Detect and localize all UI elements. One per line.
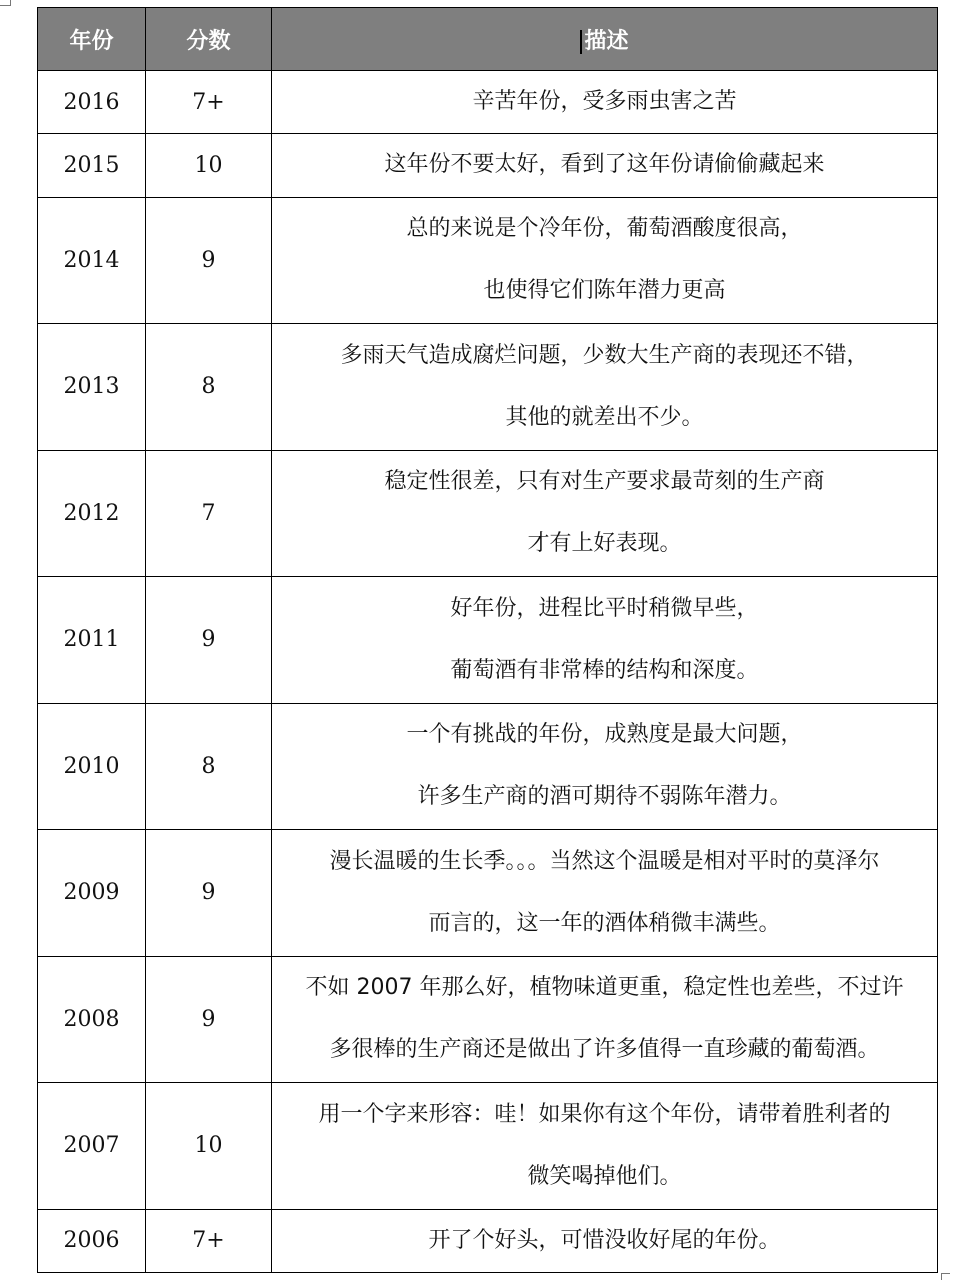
year-cell: 2010 (38, 703, 146, 830)
score-cell: 7+ (146, 1209, 272, 1272)
page-corner-mark-bottom (941, 1273, 950, 1280)
desc-line: 许多生产商的酒可期待不弱陈年潜力。 (417, 784, 792, 810)
year-cell: 2007 (38, 1083, 146, 1210)
desc-line: 辛苦年份，受多雨虫害之苦 (472, 89, 737, 115)
desc-line: 这年份不要太好，看到了这年份请偷偷藏起来 (384, 152, 825, 178)
table-row (38, 956, 938, 1083)
desc-line: 一个有挑战的年份，成熟度是最大问题， (406, 722, 803, 748)
score-cell: 8 (146, 324, 272, 451)
desc-cell (272, 1083, 938, 1210)
desc-line: 葡萄酒有非常棒的结构和深度。 (450, 657, 759, 683)
desc-line: 多雨天气造成腐烂问题，少数大生产商的表现还不错， (340, 342, 869, 368)
score-cell: 9 (146, 956, 272, 1083)
desc-line: 稳定性很差，只有对生产要求最苛刻的生产商 (384, 469, 825, 495)
header-year: 年份 (38, 8, 146, 71)
table-row (38, 450, 938, 577)
year-cell: 2014 (38, 197, 146, 324)
desc-cell (272, 703, 938, 830)
desc-line: 好年份，进程比平时稍微早些， (450, 595, 759, 621)
year-cell: 2009 (38, 830, 146, 957)
page-corner-mark (0, 0, 11, 6)
year-cell: 2013 (38, 324, 146, 451)
table-row (38, 703, 938, 830)
table-row (38, 830, 938, 957)
table-row (38, 71, 938, 134)
desc-line: 多很棒的生产商还是做出了许多值得一直珍藏的葡萄酒。 (329, 1037, 880, 1063)
desc-line: 开了个好头，可惜没收好尾的年份。 (428, 1227, 781, 1253)
score-cell: 9 (146, 577, 272, 704)
desc-line: 而言的，这一年的酒体稍微丰满些。 (428, 910, 781, 936)
desc-cell (272, 71, 938, 134)
score-cell: 9 (146, 197, 272, 324)
desc-cell (272, 134, 938, 197)
table-row (38, 577, 938, 704)
desc-line: 也使得它们陈年潜力更高 (483, 278, 726, 304)
header-row (38, 8, 938, 71)
score-cell: 7+ (146, 71, 272, 134)
table-row (38, 134, 938, 197)
table-row (38, 197, 938, 324)
year-cell: 2008 (38, 956, 146, 1083)
desc-cell (272, 577, 938, 704)
year-cell: 2011 (38, 577, 146, 704)
desc-line: 不如 2007 年那么好，植物味道更重，稳定性也差些，不过许 (305, 975, 904, 1001)
desc-cell (272, 450, 938, 577)
desc-line: 微笑喝掉他们。 (527, 1163, 682, 1189)
score-cell: 10 (146, 134, 272, 197)
desc-line: 其他的就差出不少。 (505, 404, 704, 430)
desc-line: 漫长温暖的生长季。。。当然这个温暖是相对平时的莫泽尔 (329, 848, 880, 874)
desc-line: 才有上好表现。 (527, 531, 682, 557)
year-cell: 2006 (38, 1209, 146, 1272)
table-row (38, 1209, 938, 1272)
table-row (38, 1083, 938, 1210)
desc-cell (272, 956, 938, 1083)
score-cell: 10 (146, 1083, 272, 1210)
year-cell: 2015 (38, 134, 146, 197)
score-cell: 8 (146, 703, 272, 830)
desc-cell (272, 324, 938, 451)
desc-line: 用一个字来形容：哇！如果你有这个年份，请带着胜利者的 (318, 1101, 891, 1127)
desc-cell (272, 1209, 938, 1272)
vintage-table (37, 7, 938, 1273)
text-cursor (580, 30, 582, 54)
year-cell: 2012 (38, 450, 146, 577)
header-score: 分数 (146, 8, 272, 71)
year-cell: 2016 (38, 71, 146, 134)
desc-line: 总的来说是个冷年份，葡萄酒酸度很高， (406, 216, 803, 242)
score-cell: 9 (146, 830, 272, 957)
score-cell: 7 (146, 450, 272, 577)
header-desc-label: 描述 (584, 28, 629, 54)
table-row (38, 324, 938, 451)
header-desc (272, 8, 938, 71)
desc-cell (272, 197, 938, 324)
desc-cell (272, 830, 938, 957)
